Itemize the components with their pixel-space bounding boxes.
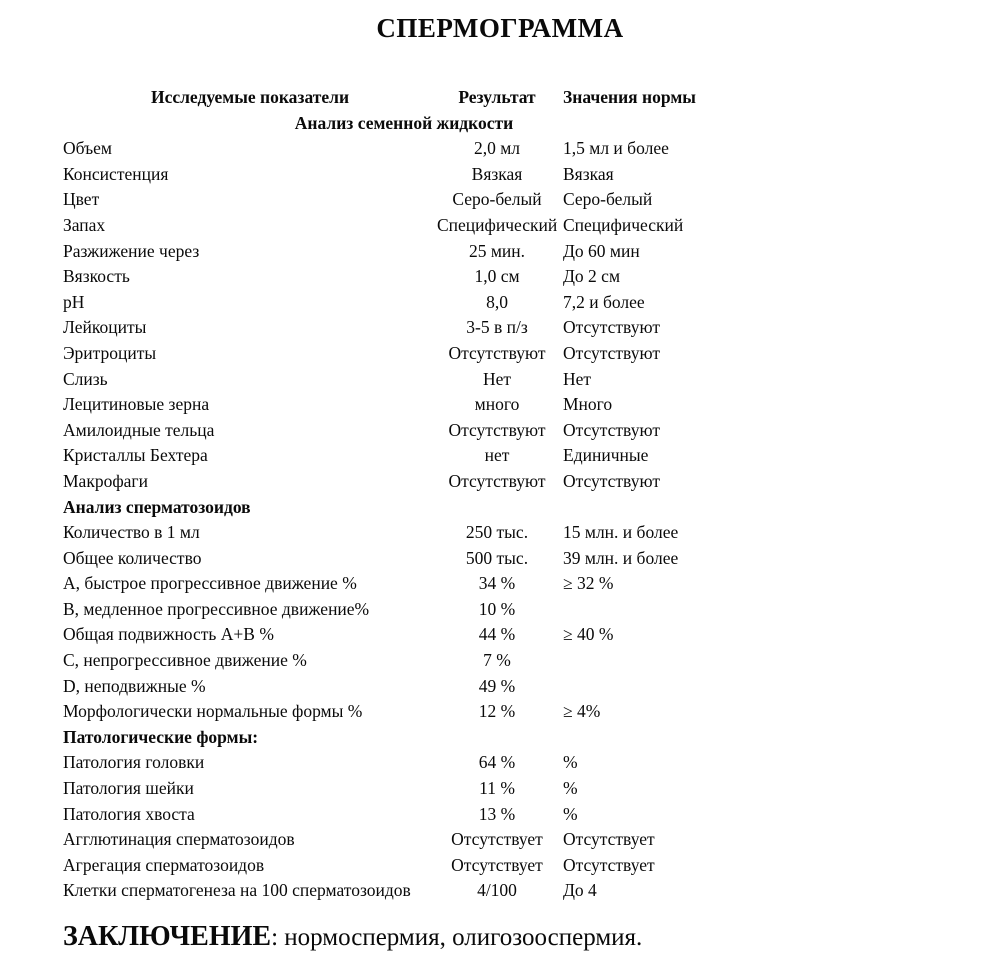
table-row bbox=[0, 469, 1000, 495]
result-value: много bbox=[474, 394, 520, 415]
result-value: Отсутствует bbox=[451, 829, 543, 850]
result-value: 500 тыс. bbox=[465, 547, 529, 568]
parameter-label: Агрегация сперматозоидов bbox=[63, 854, 265, 875]
table-row bbox=[0, 878, 1000, 904]
norm-value: 7,2 и более bbox=[563, 291, 645, 312]
norm-value: Отсутствует bbox=[563, 829, 655, 850]
parameter-label: Агглютинация сперматозоидов bbox=[63, 829, 295, 850]
parameter-label: Количество в 1 мл bbox=[63, 522, 200, 543]
table-row bbox=[0, 648, 1000, 674]
table-row bbox=[0, 853, 1000, 879]
norm-value: Отсутствует bbox=[563, 854, 655, 875]
norm-value: Много bbox=[563, 394, 613, 415]
parameter-label: Кристаллы Бехтера bbox=[63, 445, 208, 466]
parameter-label: С, непрогрессивное движение % bbox=[63, 650, 307, 671]
parameter-label: Эритроциты bbox=[63, 342, 157, 363]
result-value: 25 мин. bbox=[468, 240, 526, 261]
section-title: Анализ сперматозоидов bbox=[63, 496, 251, 517]
parameter-label: Запах bbox=[63, 214, 106, 235]
result-value: Нет bbox=[482, 368, 512, 389]
norm-value: Отсутствуют bbox=[563, 419, 660, 440]
parameter-label: Патология головки bbox=[63, 752, 205, 773]
conclusion bbox=[63, 920, 963, 955]
table-header-row bbox=[0, 85, 1000, 111]
table-row bbox=[0, 827, 1000, 853]
norm-value: Отсутствуют bbox=[563, 317, 660, 338]
result-value: 10 % bbox=[478, 598, 516, 619]
result-value: 3-5 в п/з bbox=[466, 317, 528, 338]
conclusion-label: ЗАКЛЮЧЕНИЕ bbox=[63, 921, 272, 952]
parameter-label: D, неподвижные % bbox=[63, 675, 206, 696]
result-value: 64 % bbox=[478, 752, 516, 773]
parameter-label: Общее количество bbox=[63, 547, 202, 568]
result-value: 11 % bbox=[479, 778, 515, 799]
section-row bbox=[0, 725, 1000, 751]
table-row bbox=[0, 750, 1000, 776]
parameter-label: Лецитиновые зерна bbox=[63, 394, 210, 415]
result-value: Отсутствуют bbox=[448, 419, 546, 440]
table-row bbox=[0, 546, 1000, 572]
norm-value: Отсутствуют bbox=[563, 342, 660, 363]
parameter-label: Консистенция bbox=[63, 163, 169, 184]
norm-value: Специфический bbox=[563, 214, 684, 235]
column-header-result: Результат bbox=[458, 87, 536, 107]
table-row bbox=[0, 674, 1000, 700]
table-row bbox=[0, 443, 1000, 469]
table-row bbox=[0, 213, 1000, 239]
parameter-label: Объем bbox=[63, 138, 112, 159]
parameter-label: pH bbox=[63, 291, 85, 312]
table-row bbox=[0, 264, 1000, 290]
table-row bbox=[0, 699, 1000, 725]
parameter-label: Морфологически нормальные формы % bbox=[63, 701, 363, 722]
conclusion-text: : нормоспермия, олигозооспермия. bbox=[271, 924, 643, 951]
norm-value: ≥ 4% bbox=[563, 701, 601, 722]
norm-value: Серо-белый bbox=[563, 189, 653, 210]
parameter-label: Клетки сперматогенеза на 100 сперматозоидов bbox=[63, 880, 411, 901]
norm-value: Вязкая bbox=[563, 163, 614, 184]
table-row bbox=[0, 597, 1000, 623]
result-value: 7 % bbox=[483, 650, 511, 671]
table-row bbox=[0, 162, 1000, 188]
parameter-label: В, медленное прогрессивное движение% bbox=[63, 598, 370, 619]
column-header-norm: Значения нормы bbox=[563, 87, 696, 107]
parameter-label: Разжижение через bbox=[63, 240, 200, 261]
parameter-label: Макрофаги bbox=[63, 470, 148, 491]
norm-value: До 2 см bbox=[563, 266, 621, 287]
norm-value: Единичные bbox=[563, 445, 649, 466]
table-row bbox=[0, 239, 1000, 265]
section-row bbox=[0, 495, 1000, 521]
table-row bbox=[0, 520, 1000, 546]
table-row bbox=[0, 392, 1000, 418]
result-value: Отсутствуют bbox=[448, 470, 546, 491]
section-title: Патологические формы: bbox=[63, 726, 259, 747]
result-value: 250 тыс. bbox=[465, 522, 529, 543]
parameter-label: Амилоидные тельца bbox=[63, 419, 215, 440]
table-row bbox=[0, 341, 1000, 367]
parameter-label: Лейкоциты bbox=[63, 317, 147, 338]
norm-value: ≥ 40 % bbox=[563, 624, 614, 645]
norm-value: % bbox=[563, 752, 578, 773]
section-row bbox=[0, 111, 1000, 137]
norm-value: До 4 bbox=[563, 880, 597, 901]
parameter-label: Общая подвижность А+В % bbox=[63, 624, 274, 645]
norm-value: До 60 мин bbox=[563, 240, 640, 261]
table-row bbox=[0, 622, 1000, 648]
table-row bbox=[0, 315, 1000, 341]
section-title: Анализ семенной жидкости bbox=[294, 112, 514, 133]
table-row bbox=[0, 136, 1000, 162]
page-title: СПЕРМОГРАММА bbox=[376, 13, 624, 43]
table-row bbox=[0, 187, 1000, 213]
norm-value: ≥ 32 % bbox=[563, 573, 614, 594]
parameter-label: Патология хвоста bbox=[63, 803, 195, 824]
table-row bbox=[0, 367, 1000, 393]
report-table-body bbox=[0, 111, 1000, 904]
table-row bbox=[0, 418, 1000, 444]
result-value: 49 % bbox=[478, 675, 516, 696]
parameter-label: А, быстрое прогрессивное движение % bbox=[63, 573, 357, 594]
table-row bbox=[0, 802, 1000, 828]
norm-value: Отсутствуют bbox=[563, 470, 660, 491]
table-row bbox=[0, 571, 1000, 597]
result-value: 12 % bbox=[478, 701, 516, 722]
result-value: 44 % bbox=[478, 624, 516, 645]
result-value: 34 % bbox=[478, 573, 516, 594]
report-table bbox=[0, 85, 1000, 904]
result-value: Вязкая bbox=[471, 163, 523, 184]
norm-value: 15 млн. и более bbox=[563, 522, 679, 543]
result-value: 13 % bbox=[478, 803, 516, 824]
parameter-label: Патология шейки bbox=[63, 778, 194, 799]
result-value: 4/100 bbox=[477, 880, 517, 901]
column-header-parameter: Исследуемые показатели bbox=[150, 87, 350, 107]
norm-value: % bbox=[563, 803, 578, 824]
parameter-label: Вязкость bbox=[63, 266, 130, 287]
table-row bbox=[0, 776, 1000, 802]
norm-value: % bbox=[563, 778, 578, 799]
result-value: Специфический bbox=[437, 214, 558, 235]
result-value: 8,0 bbox=[486, 291, 508, 312]
result-value: 1,0 см bbox=[474, 266, 520, 287]
result-value: Отсутствует bbox=[451, 854, 543, 875]
result-value: 2,0 мл bbox=[473, 138, 521, 159]
table-row bbox=[0, 290, 1000, 316]
norm-value: Нет bbox=[563, 368, 592, 389]
result-value: Серо-белый bbox=[452, 189, 542, 210]
norm-value: 1,5 мл и более bbox=[563, 138, 669, 159]
result-value: нет bbox=[484, 445, 510, 466]
parameter-label: Слизь bbox=[63, 368, 108, 389]
norm-value: 39 млн. и более bbox=[563, 547, 679, 568]
parameter-label: Цвет bbox=[63, 189, 100, 210]
result-value: Отсутствуют bbox=[448, 342, 546, 363]
